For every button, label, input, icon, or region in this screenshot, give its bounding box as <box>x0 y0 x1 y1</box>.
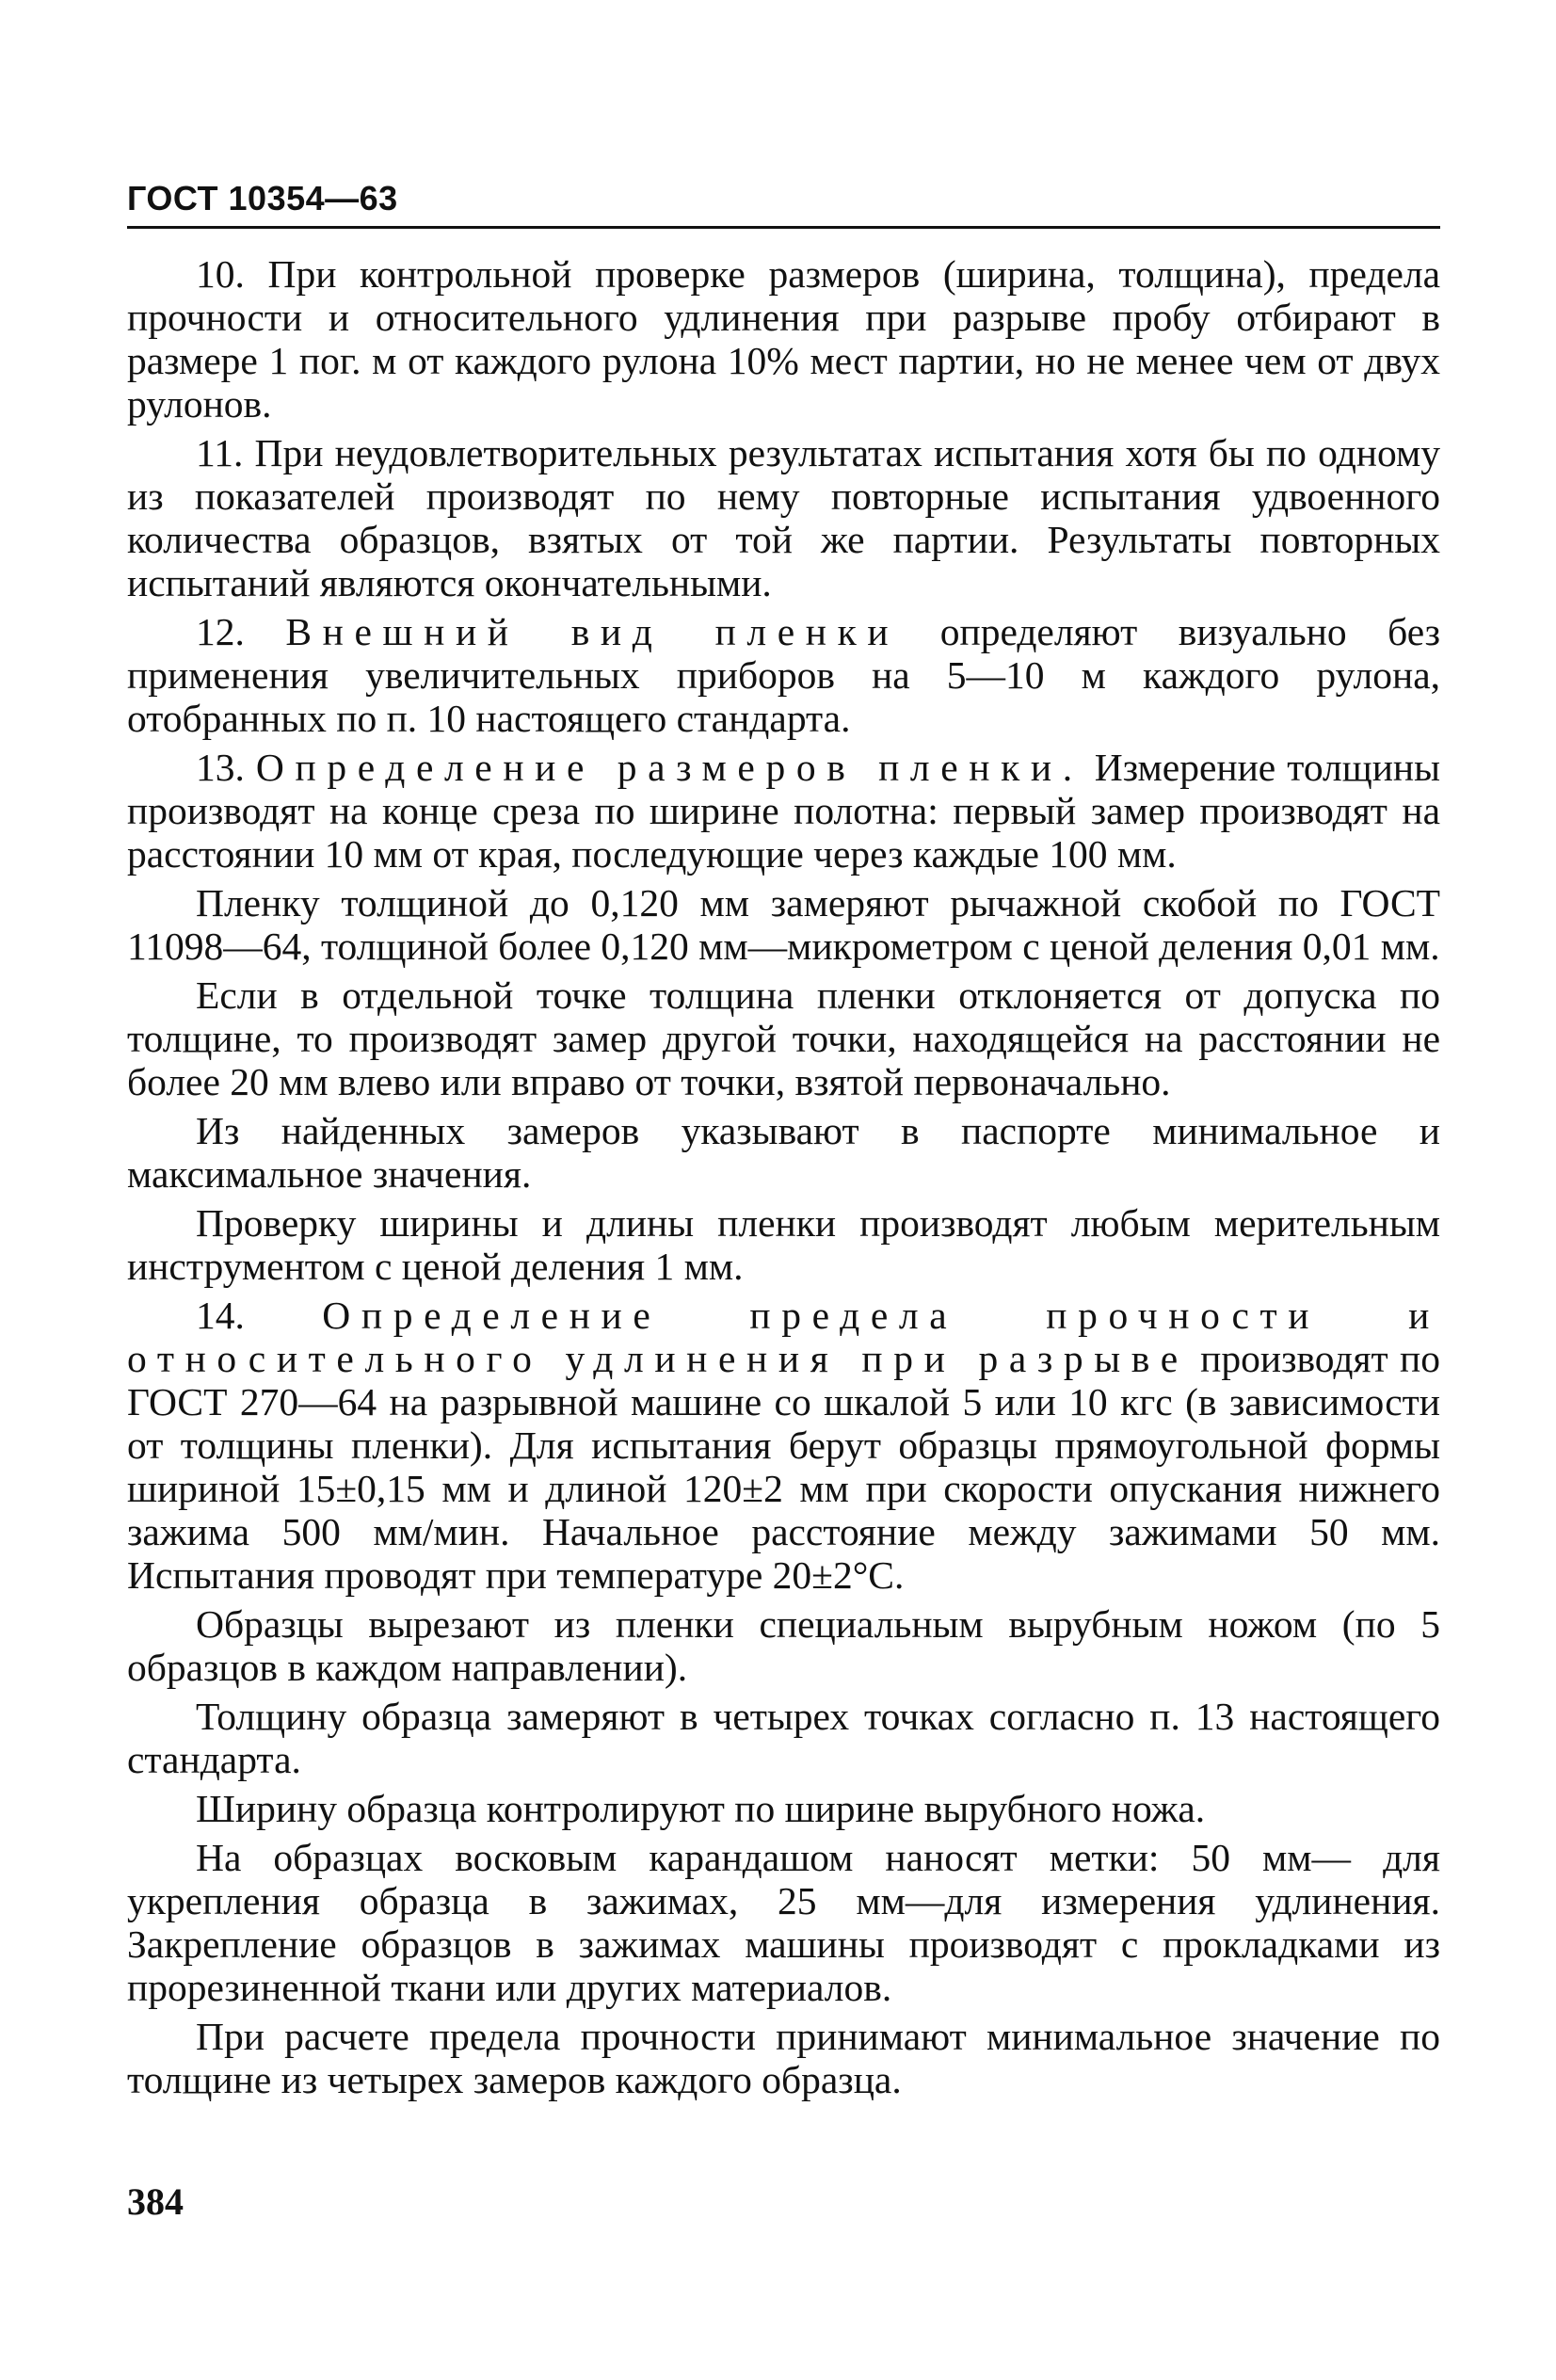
paragraph-14-thickness <box>127 1695 1440 1781</box>
paragraph-text: Из найденных замеров указывают в паспорте минимальное и максимальное значения. <box>127 1109 1440 1196</box>
paragraph-text: При неудовлетворительных результатах испытания хотя бы по одному из показателей производят по нему повторные испытания удвоенного количества образцов, взятых от той же партии. Результаты повторных испытаний являются окончательными. <box>127 431 1440 604</box>
paragraph-13-tolerance <box>127 973 1440 1103</box>
paragraph-14-width <box>127 1787 1440 1830</box>
paragraph-heading-spaced: Определение размеров пленки. <box>255 746 1083 789</box>
paragraph-text: При расчете предела прочности принимают минимальное значение по толщине из четырех замеров каждого образца. <box>127 2015 1440 2101</box>
paragraph-number: 10. <box>196 252 268 296</box>
paragraph-text: Если в отдельной точке толщина пленки отклоняется от допуска по толщине, то производят замер другой точки, находящейся на расстоянии не более 20 мм влево или вправо от точки, взятой первоначально. <box>127 973 1440 1103</box>
paragraph-14 <box>127 1294 1440 1597</box>
paragraph-13-passport <box>127 1109 1440 1196</box>
paragraph-text: определяют визуально без применения увеличительных приборов на 5—10 м каждого рулона, отобранных по п. 10 настоящего стандарта. <box>127 610 1441 740</box>
paragraph-text: Толщину образца замеряют в четырех точках согласно п. 13 настоящего стандарта. <box>127 1695 1440 1781</box>
header-rule <box>127 226 1440 229</box>
paragraph-13 <box>127 746 1440 876</box>
paragraph-text: Образцы вырезают из пленки специальным вырубным ножом (по 5 образцов в каждом направлении). <box>127 1602 1440 1689</box>
paragraph-text: При контрольной проверке размеров (ширина, толщина), предела прочности и относительного удлинения при разрыве пробу отбирают в размере 1 пог. м от каждого рулона 10% мест партии, но не менее чем от двух рулонов. <box>127 252 1441 426</box>
paragraph-text: Измерение толщины производят на конце среза по ширине полотна: первый замер производят на расстоянии 10 мм от края, последующие через каждые 100 мм. <box>127 746 1440 876</box>
paragraph-10 <box>127 252 1440 426</box>
paragraph-14-calculation <box>127 2015 1440 2101</box>
page-number: 384 <box>127 2180 184 2223</box>
paragraph-14-marks <box>127 1836 1440 2009</box>
paragraph-number: 13. <box>196 746 256 789</box>
paragraph-text: На образцах восковым карандашом наносят метки: 50 мм— для укрепления образца в зажимах, 25 мм—для измерения удлинения. Закрепление образцов в зажимах машины производят с прокладками из прорезиненной ткани или других материалов. <box>127 1836 1440 2009</box>
paragraph-text: Ширину образца контролируют по ширине вырубного ножа. <box>196 1787 1206 1830</box>
document-page <box>127 0 1440 2380</box>
paragraph-14-cutting <box>127 1602 1440 1689</box>
paragraph-13-width-length <box>127 1201 1440 1288</box>
paragraph-number: 11. <box>196 431 255 474</box>
paragraph-text: производят по ГОСТ 270—64 на разрывной машине со шкалой 5 или 10 кгс (в зависимости от толщины пленки). Для испытания берут образцы прямоугольной формы шириной 15±0,15 мм и длиной 120±2 мм при скорости опускания нижнего зажима 500 мм/мин. Начальное расстояние между зажимами 50 мм. Испытания проводят при температуре 20±2°С. <box>127 1337 1441 1597</box>
document-body <box>127 252 1440 2107</box>
paragraph-heading-spaced: Внешний вид пленки <box>285 610 900 653</box>
page-header: ГОСТ 10354—63 <box>127 179 398 217</box>
paragraph-11 <box>127 431 1440 604</box>
paragraph-heading-spaced: Определение предела прочности и относительного удлинения при разрыве <box>127 1294 1440 1380</box>
paragraph-number: 14. <box>196 1294 323 1337</box>
paragraph-number: 12. <box>196 610 286 653</box>
paragraph-13-thickness-tools <box>127 881 1440 968</box>
paragraph-text: Проверку ширины и длины пленки производят любым мерительным инструментом с ценой деления 1 мм. <box>127 1201 1440 1288</box>
paragraph-12 <box>127 610 1440 740</box>
paragraph-text: Пленку толщиной до 0,120 мм замеряют рычажной скобой по ГОСТ 11098—64, толщиной более 0,120 мм—микрометром с ценой деления 0,01 мм. <box>127 881 1440 968</box>
